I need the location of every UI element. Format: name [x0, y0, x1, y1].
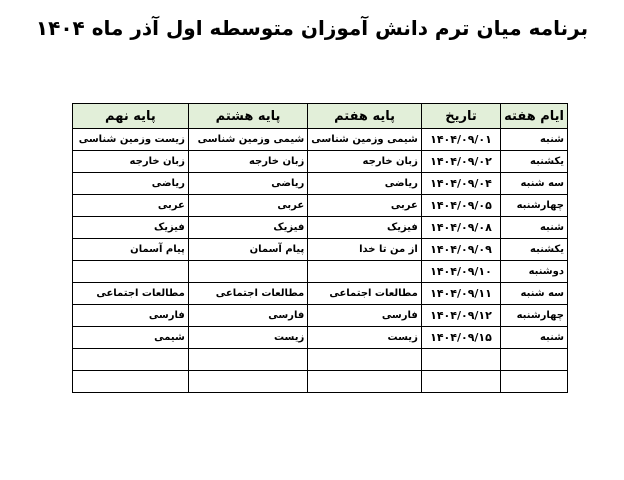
cell-grade-9: زبان خارجه	[73, 151, 189, 173]
cell-weekday: چهارشنبه	[501, 195, 568, 217]
cell-grade-8	[188, 349, 307, 371]
table-row	[73, 217, 568, 239]
cell-date	[421, 349, 500, 371]
cell-weekday: سه شنبه	[501, 283, 568, 305]
cell-weekday: چهارشنبه	[501, 305, 568, 327]
cell-date: ۱۴۰۴/۰۹/۱۱	[421, 283, 500, 305]
table-row	[73, 129, 568, 151]
header-weekday: ایام هفته	[501, 104, 568, 129]
cell-grade-7	[308, 261, 422, 283]
header-grade-8: پایه هشتم	[188, 104, 307, 129]
cell-weekday: شنبه	[501, 327, 568, 349]
table-row	[73, 239, 568, 261]
cell-grade-9: زیست وزمین شناسی	[73, 129, 189, 151]
cell-date: ۱۴۰۴/۰۹/۰۹	[421, 239, 500, 261]
header-date: تاریخ	[421, 104, 500, 129]
cell-weekday: شنبه	[501, 129, 568, 151]
cell-grade-7: شیمی وزمین شناسی	[308, 129, 422, 151]
table-row	[73, 173, 568, 195]
cell-grade-8: زیست	[188, 327, 307, 349]
cell-grade-7: فارسی	[308, 305, 422, 327]
cell-grade-8: فارسی	[188, 305, 307, 327]
cell-date: ۱۴۰۴/۰۹/۱۵	[421, 327, 500, 349]
table-row	[73, 283, 568, 305]
cell-weekday: شنبه	[501, 217, 568, 239]
cell-grade-9	[73, 349, 189, 371]
cell-date: ۱۴۰۴/۰۹/۱۲	[421, 305, 500, 327]
table-row	[73, 327, 568, 349]
table-row	[73, 371, 568, 393]
cell-grade-9: شیمی	[73, 327, 189, 349]
cell-grade-8: مطالعات اجتماعی	[188, 283, 307, 305]
cell-grade-7: فیزیک	[308, 217, 422, 239]
cell-grade-8: پیام آسمان	[188, 239, 307, 261]
cell-weekday: یکشنبه	[501, 151, 568, 173]
table-row	[73, 261, 568, 283]
cell-grade-9: مطالعات اجتماعی	[73, 283, 189, 305]
cell-date	[421, 371, 500, 393]
exam-schedule-table	[72, 103, 568, 393]
table-row	[73, 195, 568, 217]
cell-date: ۱۴۰۴/۰۹/۱۰	[421, 261, 500, 283]
header-grade-9: پایه نهم	[73, 104, 189, 129]
page-title: برنامه میان ترم دانش آموزان متوسطه اول آذر ماه ۱۴۰۴	[35, 16, 589, 40]
cell-grade-7	[308, 349, 422, 371]
cell-grade-8: فیزیک	[188, 217, 307, 239]
cell-weekday: دوشنبه	[501, 261, 568, 283]
cell-date: ۱۴۰۴/۰۹/۰۸	[421, 217, 500, 239]
table-row	[73, 151, 568, 173]
cell-date: ۱۴۰۴/۰۹/۰۴	[421, 173, 500, 195]
table-row	[73, 305, 568, 327]
cell-grade-9: عربی	[73, 195, 189, 217]
cell-grade-7: ریاضی	[308, 173, 422, 195]
cell-weekday	[501, 371, 568, 393]
cell-grade-8: شیمی وزمین شناسی	[188, 129, 307, 151]
cell-grade-9	[73, 371, 189, 393]
cell-weekday	[501, 349, 568, 371]
cell-grade-8	[188, 371, 307, 393]
table-header-row	[73, 104, 568, 129]
cell-grade-7: زبان خارجه	[308, 151, 422, 173]
cell-weekday: سه شنبه	[501, 173, 568, 195]
cell-date: ۱۴۰۴/۰۹/۰۲	[421, 151, 500, 173]
cell-grade-8: ریاضی	[188, 173, 307, 195]
cell-grade-7: مطالعات اجتماعی	[308, 283, 422, 305]
cell-grade-8: عربی	[188, 195, 307, 217]
cell-grade-9	[73, 261, 189, 283]
cell-grade-7: از من تا خدا	[308, 239, 422, 261]
cell-grade-9: فیزیک	[73, 217, 189, 239]
cell-grade-7: عربی	[308, 195, 422, 217]
cell-grade-7: زیست	[308, 327, 422, 349]
cell-weekday: یکشنبه	[501, 239, 568, 261]
cell-grade-9: پیام آسمان	[73, 239, 189, 261]
cell-grade-8: زبان خارجه	[188, 151, 307, 173]
cell-grade-8	[188, 261, 307, 283]
cell-grade-7	[308, 371, 422, 393]
table-row	[73, 349, 568, 371]
header-grade-7: پایه هفتم	[308, 104, 422, 129]
cell-grade-9: ریاضی	[73, 173, 189, 195]
cell-date: ۱۴۰۴/۰۹/۰۱	[421, 129, 500, 151]
cell-date: ۱۴۰۴/۰۹/۰۵	[421, 195, 500, 217]
cell-grade-9: فارسی	[73, 305, 189, 327]
